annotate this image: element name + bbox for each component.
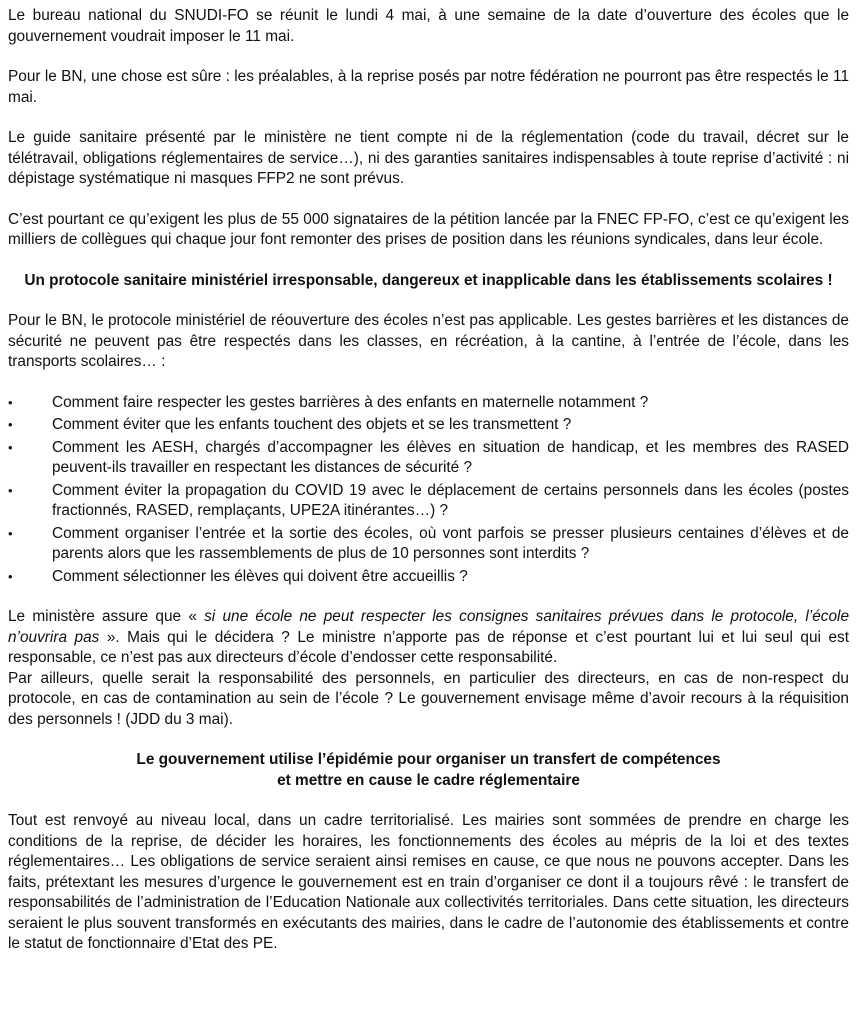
list-item-text: Comment éviter que les enfants touchent des objets et se les transmettent ? (52, 416, 572, 433)
bullet-icon: • (8, 417, 13, 432)
ministry-prefix: Le ministère assure que « (8, 608, 205, 625)
bullet-icon: • (8, 525, 13, 541)
ministry-quote-text: si une école ne peut respecter les consignes sanitaires prévues dans le protocole, l’école n’ouvrira pas (8, 608, 849, 646)
list-item-text: Comment sélectionner les élèves qui doivent être accueillis ? (52, 567, 468, 585)
list-item-text: Comment les AESH, chargés d’accompagner les élèves en situation de handicap, et les membres des RASED peuvent-ils travailler en respectant les distances de sécurité ? (52, 438, 849, 476)
bullet-icon: • (8, 439, 13, 455)
ministry-suffix: ». Mais qui le décidera ? Le ministre n’apporte pas de réponse et c’est pourtant lui et lui seul qui est responsable, ce n’est pas aux directeurs d’école d’endosser cette responsabilité. (8, 628, 849, 666)
heading-line-1: Le gouvernement utilise l’épidémie pour organiser un transfert de compétences (136, 751, 721, 768)
list-item (8, 481, 849, 522)
bullet-icon: • (8, 482, 13, 498)
paragraph-petition: C’est pourtant ce qu’exigent les plus de 55 000 signataires de la pétition lancée par la FNEC FP-FO, c’est ce qu’exigent les milliers de collègues qui chaque jour font remonter des prises de position dans les réunions syndicales, dans leur école. (8, 210, 849, 248)
paragraph-sanitary-guide: Le guide sanitaire présenté par le ministère ne tient compte ni de la réglementation (code du travail, décret sur le télétravail, obligations réglementaires de service…), ni des garanties sanitaires indispensables à toute reprise d’activité : ni dépistage systématique ni masques FFP2 ne sont prévus. (8, 129, 849, 187)
list-item (8, 393, 849, 414)
bullet-icon: • (8, 394, 13, 410)
paragraph-local-level: Tout est renvoyé au niveau local, dans un cadre territorialisé. Les mairies sont sommées de prendre en charge les conditions de la reprise, de décider les horaires, les fonctionnements des écoles au mépris de la loi et des textes réglementaires… Les obligations de service seraient ainsi remises en cause, ce que nous ne pouvons accepter. Dans les faits, prétextant les mesures d’urgence le gouvernement est en train d’organiser ce dont il a toujours rêvé : le transfert de responsabilités de l’administration de l’Education Nationale aux collectivités territoriales. Dans cette situation, les directeurs seraient le plus souvent transformés en exécutants des mairies, dans le cadre de l’autonomie des établissements et contre le statut de fonctionnaire d’Etat des PE. (8, 812, 849, 952)
list-item-text: Comment faire respecter les gestes barrières à des enfants en maternelle notamment ? (52, 393, 649, 411)
list-item (8, 524, 849, 565)
list-item-text: Comment organiser l’entrée et la sortie des écoles, où vont parfois se presser plusieurs centaines d’élèves et de parents alors que les rassemblements de plus de 10 personnes sont interdits ? (52, 524, 849, 562)
paragraph-preconditions: Pour le BN, une chose est sûre : les préalables, à la reprise posés par notre fédération ne pourront pas être respectés le 11 mai. (8, 68, 849, 106)
list-item (8, 438, 849, 479)
list-item (8, 567, 849, 588)
paragraph-ministry-quote (8, 607, 849, 669)
heading-line-2: et mettre en cause le cadre réglementaire (277, 771, 580, 789)
questions-list (8, 393, 849, 588)
section-heading-transfer (8, 750, 849, 791)
section-heading-protocol: Un protocole sanitaire ministériel irresponsable, dangereux et inapplicable dans les établissements scolaires ! (24, 271, 833, 289)
paragraph-protocol-intro: Pour le BN, le protocole ministériel de réouverture des écoles n’est pas applicable. Les gestes barrières et les distances de sécurité ne peuvent pas être respectés dans les classes, en récréation, à la cantine, à l’entrée de l’école, dans les transports scolaires… : (8, 312, 849, 370)
list-item (8, 415, 849, 436)
list-item-text: Comment éviter la propagation du COVID 19 avec le déplacement de certains personnels dans les écoles (postes fractionnés, RASED, remplaçants, UPE2A itinérantes…) ? (52, 481, 849, 519)
paragraph-intro: Le bureau national du SNUDI-FO se réunit le lundi 4 mai, à une semaine de la date d’ouverture des écoles que le gouvernement voudrait imposer le 11 mai. (8, 7, 849, 45)
paragraph-responsibility: Par ailleurs, quelle serait la responsabilité des personnels, en particulier des directeurs, en cas de non-respect du protocole, en cas de contamination au sein de l’école ? Le gouvernement envisage même d’avoir recours à la réquisition des personnels ! (JDD du 3 mai). (8, 669, 849, 728)
bullet-icon: • (8, 568, 13, 584)
